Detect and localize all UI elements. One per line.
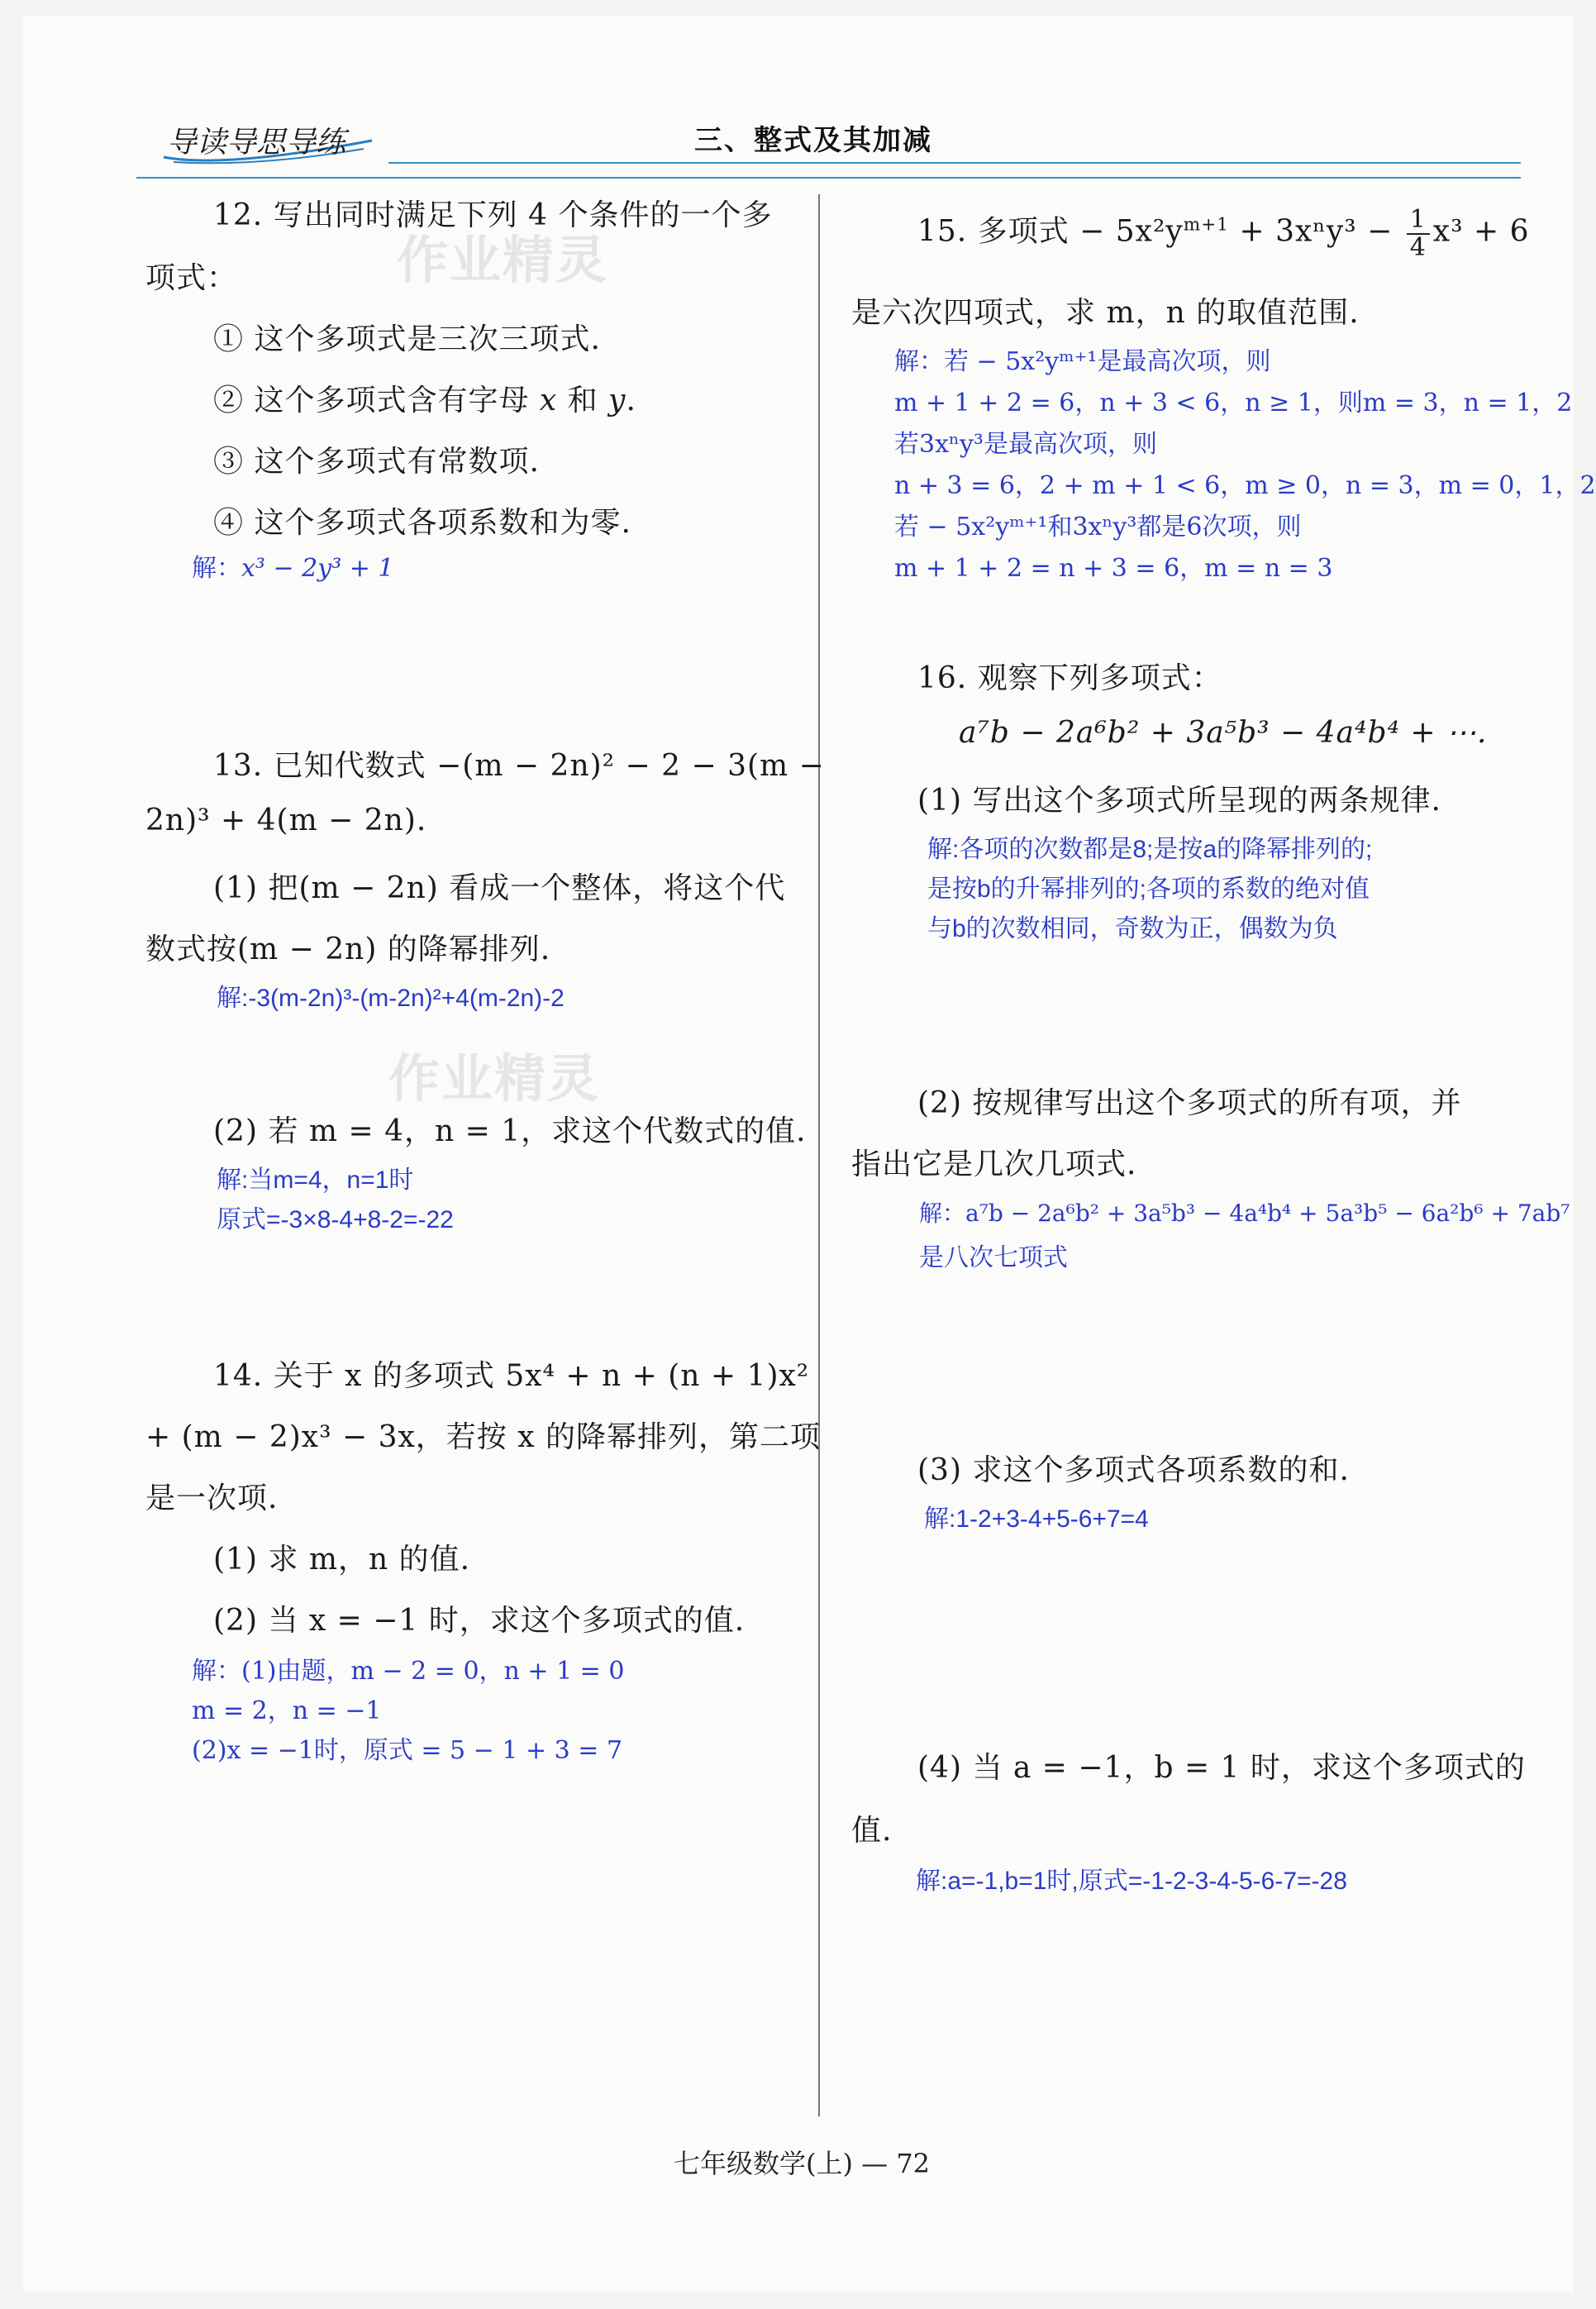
column-divider (818, 194, 820, 2116)
header-rule-bottom (136, 177, 1521, 179)
q15-line2: 是六次四项式，求 m，n 的取值范围. (851, 296, 1360, 330)
q12-line2: 项式： (145, 261, 238, 295)
q16-answer1-line2: 是按b的升幂排列的;各项的系数的绝对值 (927, 875, 1370, 903)
q16-part2-line1: (2) 按规律写出这个多项式的所有项，并 (917, 1086, 1462, 1120)
q14-part1: (1) 求 m，n 的值. (213, 1543, 471, 1577)
header-rule-top (388, 162, 1521, 164)
q16-part3: (3) 求这个多项式各项系数的和. (917, 1453, 1350, 1487)
q16-part4-line1: (4) 当 a = −1，b = 1 时，求这个多项式的 (917, 1751, 1526, 1785)
q13-answer-2-line2: 原式=-3×8-4+8-2=-22 (217, 1206, 454, 1233)
q13-line1: 13. 已知代数式 −(m − 2n)² − 2 − 3(m − (213, 749, 825, 783)
q15-line1: 15. 多项式 − $5x^2y^{m+1} + 3x^ny^3$ − $\frac{1}{4}$ x³ + 6 (917, 205, 1530, 262)
fraction-one-quarter: $\frac{1}{4}$ (1407, 207, 1430, 260)
q14-answer-line1: 解：(1)由题，m − 2 = 0，n + 1 = 0 (192, 1657, 625, 1686)
q14-part2: (2) 当 x = −1 时，求这个多项式的值. (213, 1604, 746, 1638)
q14-answer-line3: (2)x = −1时，原式 = 5 − 1 + 3 = 7 (192, 1736, 623, 1765)
q16-line1: 16. 观察下列多项式： (917, 661, 1222, 695)
q15-answer-line5: 若 − 5x²yᵐ⁺¹和3xⁿy³都是6次项，则 (894, 513, 1302, 541)
q15-answer-line3: 若3xⁿy³是最高次项，则 (894, 430, 1157, 459)
q16-polynomial: a⁷b − 2a⁶b² + 3a⁵b³ − 4a⁴b⁴ + ⋯. (959, 716, 1488, 750)
q14-line3: 是一次项. (145, 1481, 279, 1515)
q16-answer1-line1: 解:各项的次数都是8;是按a的降幂排列的; (927, 836, 1373, 863)
q13-answer-2-line1: 解:当m=4，n=1时 (217, 1166, 414, 1194)
q16-answer1-line3: 与b的次数相同，奇数为正，偶数为负 (927, 915, 1338, 942)
q14-line1: 14. 关于 x 的多项式 5x⁴ + n + (n + 1)x² (213, 1359, 810, 1393)
q13-part1-line1: (1) 把(m − 2n) 看成一个整体，将这个代 (213, 871, 786, 905)
q16-part2-line2: 指出它是几次几项式. (851, 1147, 1137, 1181)
q13-line2: 2n)³ + 4(m − 2n). (145, 804, 427, 837)
q14-answer-line2: m = 2，n = −1 (192, 1696, 382, 1725)
q12-condition-1: ① 这个多项式是三次三项式. (213, 322, 601, 356)
q15-answer-line2: m + 1 + 2 = 6，n + 3 < 6，n ≥ 1，则m = 3，n = 1，2 (894, 389, 1573, 417)
q16-answer3: 解:1-2+3-4+5-6+7=4 (924, 1505, 1149, 1533)
q12-line1: 12. 写出同时满足下列 4 个条件的一个多 (213, 198, 773, 232)
q16-answer2-line2: 是八次七项式 (919, 1243, 1068, 1272)
q16-part4-line2: 值. (851, 1814, 893, 1848)
q13-part2: (2) 若 m = 4，n = 1，求这个代数式的值. (213, 1114, 807, 1148)
logo (157, 116, 384, 169)
q14-line2: + (m − 2)x³ − 3x，若按 x 的降幂排列，第二项 (145, 1420, 821, 1454)
q13-answer-1: 解:-3(m-2n)³-(m-2n)²+4(m-2n)-2 (217, 985, 565, 1012)
page-footer: 七年级数学(上) — 72 (674, 2148, 931, 2179)
q12-condition-4: ④ 这个多项式各项系数和为零. (213, 506, 631, 540)
watermark: 作业精灵 (397, 230, 609, 290)
q16-answer4: 解:a=-1,b=1时,原式=-1-2-3-4-5-6-7=-28 (916, 1868, 1347, 1895)
q12-condition-2: ② 这个多项式含有字母 x 和 y. (213, 384, 636, 417)
q15-answer-line1: 解：若 − 5x²yᵐ⁺¹是最高次项，则 (894, 347, 1271, 376)
q12-answer: 解：x³ − 2y³ + 1 (192, 554, 394, 583)
q13-part1-line2: 数式按(m − 2n) 的降幂排列. (145, 933, 551, 966)
watermark: 作业精灵 (388, 1048, 601, 1109)
q12-condition-3: ③ 这个多项式有常数项. (213, 445, 540, 479)
header-title: 三、整式及其加减 (694, 124, 932, 157)
q16-part1: (1) 写出这个多项式所呈现的两条规律. (917, 784, 1441, 818)
q16-answer2-line1: 解：a⁷b − 2a⁶b² + 3a⁵b³ − 4a⁴b⁴ + 5a³b⁵ − 6a²b⁶ + 7ab⁷ (919, 1200, 1570, 1227)
q15-answer-line6: m + 1 + 2 = n + 3 = 6，m = n = 3 (894, 554, 1333, 583)
logo-text: 导读导思导练 (167, 126, 346, 160)
q15-answer-line4: n + 3 = 6，2 + m + 1 < 6，m ≥ 0，n = 3，m = 0，1，2 (894, 471, 1596, 500)
